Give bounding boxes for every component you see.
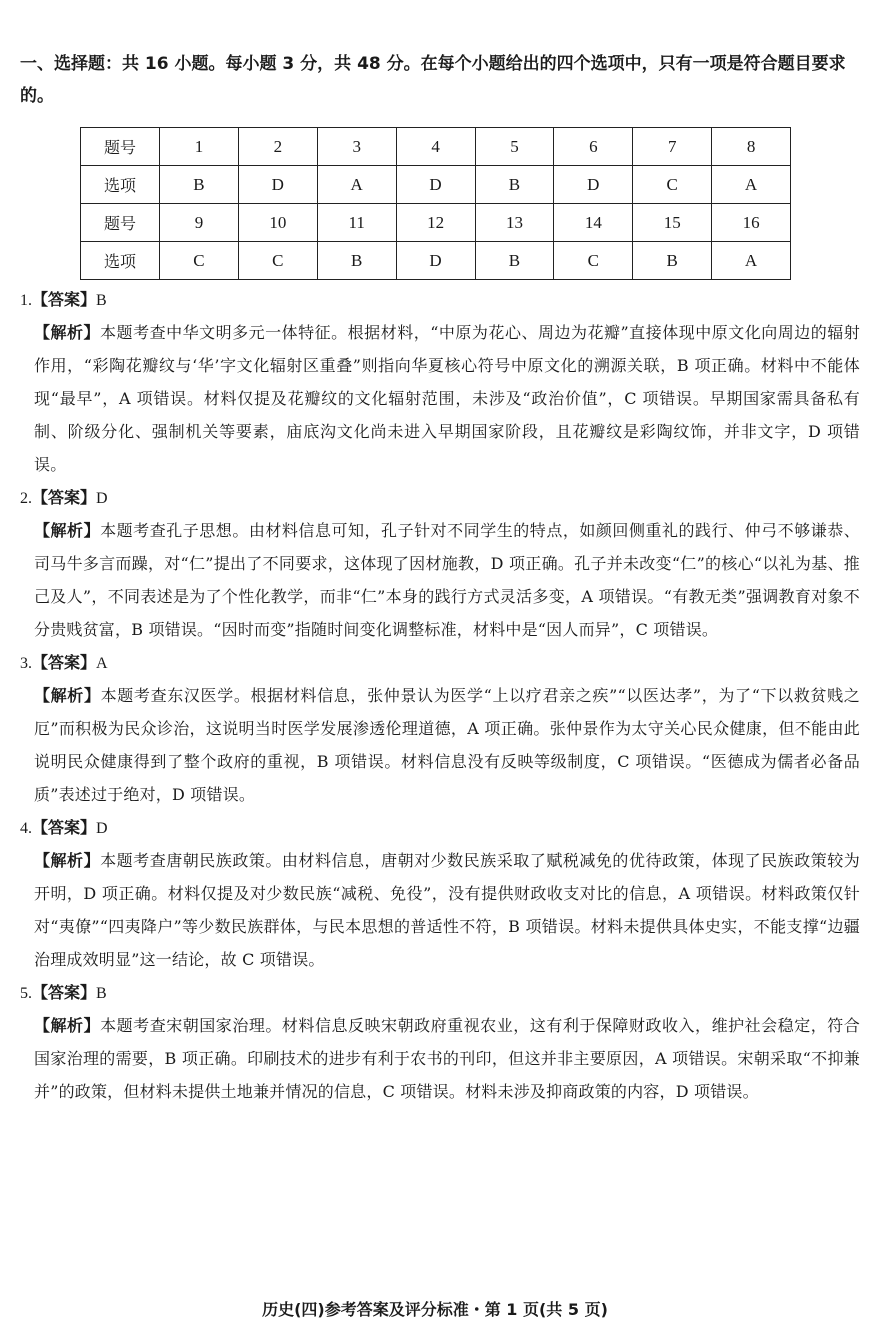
question-number: 1.: [20, 292, 32, 309]
answer-line: [20, 811, 860, 844]
answer-table-cell: C: [633, 166, 712, 204]
answer-line: [20, 283, 860, 316]
answer-table-cell: B: [633, 242, 712, 280]
answer-table-cell: 4: [396, 128, 475, 166]
answer-table-cell: 12: [396, 204, 475, 242]
answer-table-cell: A: [712, 166, 791, 204]
answer-tag: 【答案】: [32, 488, 97, 507]
answer-table-cell: 7: [633, 128, 712, 166]
row-header-cell: 选项: [81, 242, 160, 280]
analysis-tag: 【解析】: [34, 323, 101, 342]
answer-table-cell: A: [712, 242, 791, 280]
row-header-cell: 题号: [81, 128, 160, 166]
question-list: [20, 283, 860, 1108]
answer-table-cell: 2: [238, 128, 317, 166]
question-number: 3.: [20, 655, 32, 672]
analysis-text: 本题考查中华文明多元一体特征。根据材料，“中原为花心、周边为花瓣”直接体现中原文化向周边的辐射作用，“彩陶花瓣纹与‘华’字文化辐射区重叠”则指向华夏核心符号中原文化的溯源关联，B 项正确。材料中不能体现“最早”，A 项错误。材料仅提及花瓣纹的文化辐射范围，未涉及“政治价值”，C 项错误。早期国家需具备私有制、阶级分化、强制机关等要素，庙底沟文化尚未进入早期国家阶段，且花瓣纹是彩陶纹饰，并非文字，D 项错误。: [34, 323, 860, 474]
analysis-text: 本题考查唐朝民族政策。由材料信息，唐朝对少数民族采取了赋税减免的优待政策，体现了民族政策较为开明，D 项正确。材料仅提及对少数民族“减税、免役”，没有提供财政收支对比的信息，A 项错误。材料政策仅针对“夷僚”“四夷降户”等少数民族群体，与民本思想的普适性不符，B 项错误。材料未提供具体史实，不能支撑“边疆治理成效明显”这一结论，故 C 项错误。: [34, 851, 860, 969]
answer-value: B: [96, 985, 107, 1002]
question-block: [20, 976, 860, 1108]
question-number: 5.: [20, 985, 32, 1002]
answer-table-cell: 9: [160, 204, 239, 242]
question-number: 2.: [20, 490, 32, 507]
answer-tag: 【答案】: [32, 290, 97, 309]
analysis-tag: 【解析】: [34, 851, 101, 870]
answer-table-cell: D: [396, 242, 475, 280]
answer-table-row: [81, 204, 791, 242]
answer-line: [20, 481, 860, 514]
analysis-tag: 【解析】: [34, 686, 101, 705]
answer-table-cell: 1: [160, 128, 239, 166]
answer-table-cell: 3: [317, 128, 396, 166]
answer-table-cell: D: [554, 166, 633, 204]
answer-table-row: [81, 166, 791, 204]
answer-table-cell: 13: [475, 204, 554, 242]
answer-table-cell: B: [475, 166, 554, 204]
analysis-paragraph: [34, 514, 860, 646]
page-footer: 历史(四)参考答案及评分标准・第 1 页(共 5 页): [262, 1300, 608, 1319]
answer-table-cell: 6: [554, 128, 633, 166]
answer-table-cell: C: [554, 242, 633, 280]
answer-table-cell: 5: [475, 128, 554, 166]
answer-table-cell: A: [317, 166, 396, 204]
answer-value: A: [96, 655, 108, 672]
question-number: 4.: [20, 820, 32, 837]
answer-table-cell: B: [475, 242, 554, 280]
section-title: 一、选择题：共 16 小题。每小题 3 分，共 48 分。在每个小题给出的四个选项中，只有一项是符合题目要求的。: [20, 54, 846, 106]
analysis-paragraph: [34, 679, 860, 811]
answer-table-row: [81, 128, 791, 166]
question-block: [20, 811, 860, 976]
row-header-cell: 选项: [81, 166, 160, 204]
answer-table-cell: C: [238, 242, 317, 280]
answer-tag: 【答案】: [32, 653, 97, 672]
analysis-text: 本题考查孔子思想。由材料信息可知，孔子针对不同学生的特点，如颜回侧重礼的践行、仲弓不够谦恭、司马牛多言而躁，对“仁”提出了不同要求，这体现了因材施教，D 项正确。孔子并未改变“仁”的核心“以礼为基、推己及人”，不同表述是为了个性化教学，而非“仁”本身的践行方式灵活多变，A 项错误。“有教无类”强调教育对象不分贵贱贫富，B 项错误。“因时而变”指随时间变化调整标准，材料中是“因人而异”，C 项错误。: [34, 521, 860, 639]
answer-table-row: [81, 242, 791, 280]
answer-table-cell: 8: [712, 128, 791, 166]
analysis-tag: 【解析】: [34, 521, 101, 540]
answer-table: [80, 127, 791, 280]
question-block: [20, 283, 860, 481]
answer-table-cell: 16: [712, 204, 791, 242]
answer-table-cell: 10: [238, 204, 317, 242]
answer-table-cell: 11: [317, 204, 396, 242]
analysis-paragraph: [34, 844, 860, 976]
analysis-text: 本题考查宋朝国家治理。材料信息反映宋朝政府重视农业，这有利于保障财政收入，维护社会稳定，符合国家治理的需要，B 项正确。印刷技术的进步有利于农书的刊印，但这并非主要原因，A 项错误。宋朝采取“不抑兼并”的政策，但材料未提供土地兼并情况的信息，C 项错误。材料未涉及抑商政策的内容，D 项错误。: [34, 1016, 860, 1101]
answer-table-cell: D: [396, 166, 475, 204]
answer-table-cell: B: [317, 242, 396, 280]
question-block: [20, 646, 860, 811]
answer-line: [20, 646, 860, 679]
analysis-tag: 【解析】: [34, 1016, 101, 1035]
answer-value: B: [96, 292, 107, 309]
answer-table-cell: C: [160, 242, 239, 280]
answer-value: D: [96, 820, 108, 837]
row-header-cell: 题号: [81, 204, 160, 242]
analysis-text: 本题考查东汉医学。根据材料信息，张仲景认为医学“上以疗君亲之疾”“以医达孝”，为了“下以救贫贱之厄”而积极为民众诊治，这说明当时医学发展渗透伦理道德，A 项正确。张仲景作为太守关心民众健康，但不能由此说明民众健康得到了整个政府的重视，B 项错误。材料信息没有反映等级制度，C 项错误。“医德成为儒者必备品质”表述过于绝对，D 项错误。: [34, 686, 860, 804]
answer-tag: 【答案】: [32, 983, 97, 1002]
analysis-paragraph: [34, 316, 860, 481]
analysis-paragraph: [34, 1009, 860, 1108]
answer-value: D: [96, 490, 108, 507]
question-block: [20, 481, 860, 646]
answer-table-cell: 15: [633, 204, 712, 242]
answer-table-cell: D: [238, 166, 317, 204]
answer-tag: 【答案】: [32, 818, 97, 837]
answer-table-cell: B: [160, 166, 239, 204]
answer-line: [20, 976, 860, 1009]
answer-table-cell: 14: [554, 204, 633, 242]
